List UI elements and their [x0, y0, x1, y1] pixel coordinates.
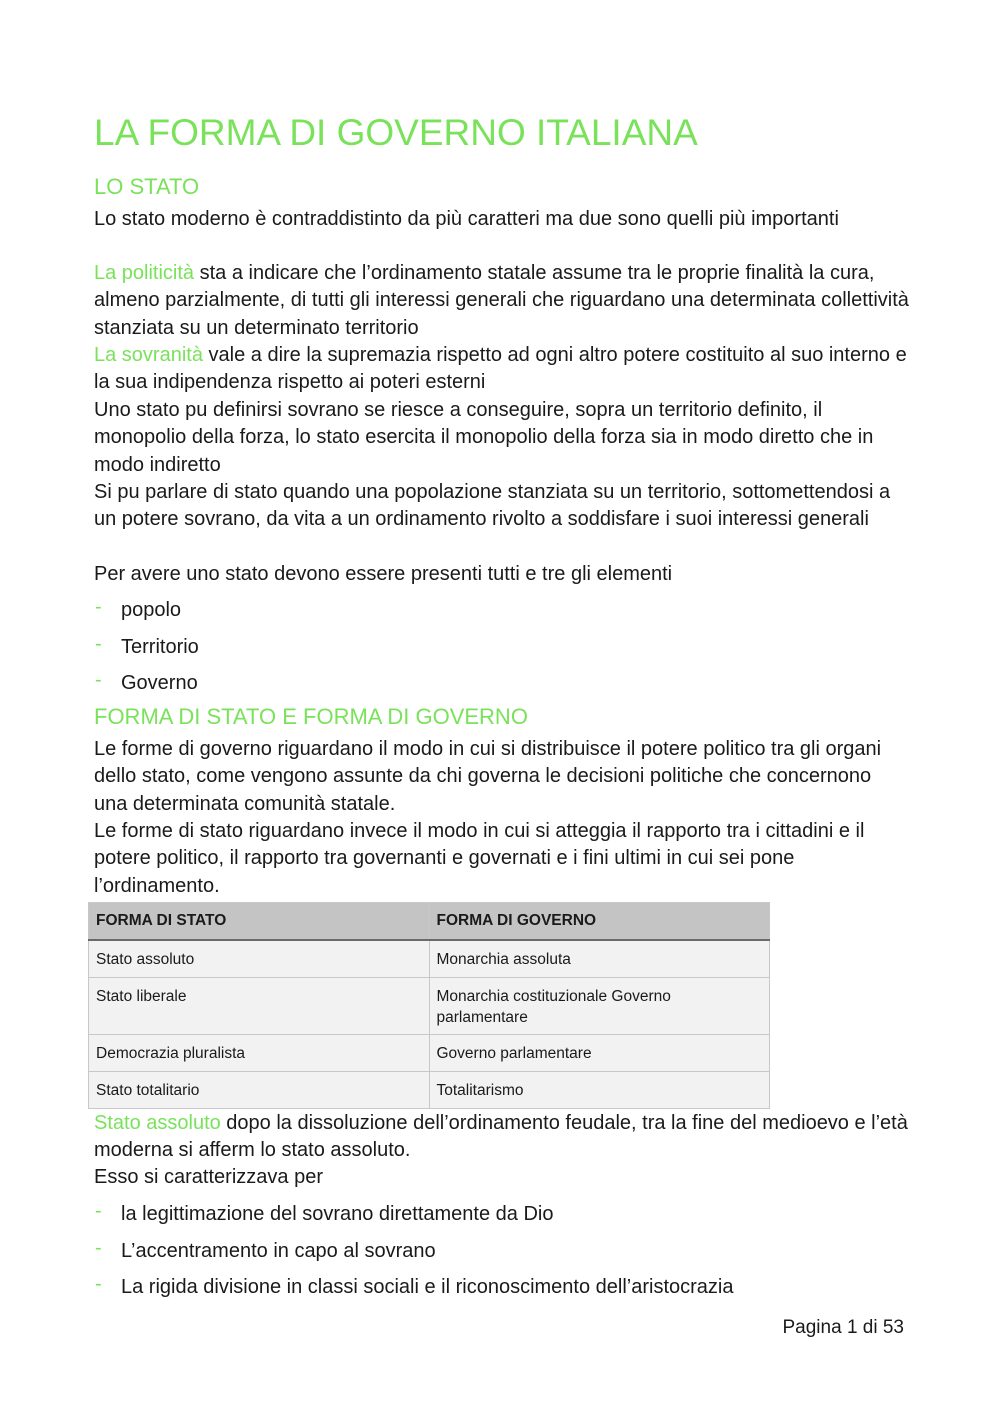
bullet-dash-icon: -: [95, 596, 102, 618]
table-header-cell: FORMA DI STATO: [89, 903, 430, 941]
highlight-term: La politicità: [94, 262, 195, 284]
table-row: [89, 1072, 770, 1109]
paragraph-text: dopo la dissoluzione dell’ordinamento feudale, tra la fine del medioevo e l’età moderna si afferm lo stato assoluto.: [94, 1112, 908, 1162]
table-cell: Democrazia pluralista: [89, 1035, 430, 1072]
table-row: [89, 978, 770, 1035]
bullet-dash-icon: -: [95, 1273, 102, 1295]
bullet-dash-icon: -: [95, 669, 102, 691]
paragraph: Per avere uno stato devono essere presenti tutti e tre gli elementi: [94, 563, 673, 585]
table-cell: Totalitarismo: [429, 1072, 770, 1109]
list-item: - La rigida divisione in classi sociali e il riconoscimento dell’aristocrazia: [95, 1273, 734, 1298]
table-cell: Governo parlamentare: [429, 1035, 770, 1072]
list-item: - Governo: [95, 669, 198, 694]
paragraph: Le forme di stato riguardano invece il modo in cui si atteggia il rapporto tra i cittadini e il potere politico, il rapporto tra governanti e governati e i fini ultimi in cui sei pone l’ordinamento.: [94, 820, 865, 897]
table-cell: Stato totalitario: [89, 1072, 430, 1109]
document-title: LA FORMA DI GOVERNO ITALIANA: [94, 112, 698, 153]
table-cell: Stato assoluto: [89, 940, 430, 978]
list-item: - la legittimazione del sovrano direttamente da Dio: [95, 1200, 554, 1225]
paragraph: Esso si caratterizzava per: [94, 1166, 323, 1188]
forms-table: [88, 902, 770, 1109]
paragraph: Si pu parlare di stato quando una popolazione stanziata su un territorio, sottomettendosi a un potere sovrano, da vita a un ordinamento rivolto a soddisfare i suoi interessi generali: [94, 481, 891, 531]
paragraph: Lo stato moderno è contraddistinto da più caratteri ma due sono quelli più importanti: [94, 208, 839, 230]
page-number: Pagina 1 di 53: [782, 1317, 904, 1338]
bullet-dash-icon: -: [95, 632, 102, 655]
paragraph-text: vale a dire la supremazia rispetto ad ogni altro potere costituito al suo interno e la sua indipendenza rispetto ai poteri esterni: [94, 344, 907, 394]
paragraph-politicita: [94, 260, 909, 342]
list-item: - Territorio: [95, 632, 199, 658]
highlight-term: La sovranità: [94, 344, 203, 366]
table-row: [89, 940, 770, 978]
highlight-term: Stato assoluto: [94, 1112, 221, 1134]
section-heading-lo-stato: LO STATO: [94, 174, 200, 199]
paragraph-stato-assoluto: [94, 1110, 909, 1165]
table-cell: Monarchia assoluta: [429, 940, 770, 978]
paragraph-sovranita: [94, 342, 909, 397]
table-header-row: [89, 903, 770, 941]
elements-list: [94, 597, 199, 707]
table-header-cell: FORMA DI GOVERNO: [429, 903, 770, 941]
bullet-dash-icon: -: [95, 1200, 102, 1222]
list-item: - popolo: [95, 596, 182, 621]
paragraph: Uno stato pu definirsi sovrano se riesce a conseguire, sopra un territorio definito, il monopolio della forza, lo stato esercita il monopolio della forza sia in modo diretto che in modo indiretto: [94, 399, 874, 476]
section-heading-forma-stato-governo: FORMA DI STATO E FORMA DI GOVERNO: [94, 704, 528, 729]
table-row: [89, 1035, 770, 1072]
paragraph: Le forme di governo riguardano il modo in cui si distribuisce il potere politico tra gli organi dello stato, come vengono assunte da chi governa le decisioni politiche che concernono una determinata comunità statale.: [94, 738, 882, 815]
table-cell: Monarchia costituzionale Governo parlamentare: [429, 978, 770, 1035]
bullet-dash-icon: -: [95, 1236, 102, 1259]
list-item: - L’accentramento in capo al sovrano: [95, 1236, 436, 1262]
table-cell: Stato liberale: [89, 978, 430, 1035]
features-list: [94, 1201, 734, 1311]
paragraph-text: sta a indicare che l’ordinamento statale assume tra le proprie finalità la cura, almeno parzialmente, di tutti gli interessi generali che riguardano una determinata collettività stanziata su un determinato territorio: [94, 262, 909, 339]
